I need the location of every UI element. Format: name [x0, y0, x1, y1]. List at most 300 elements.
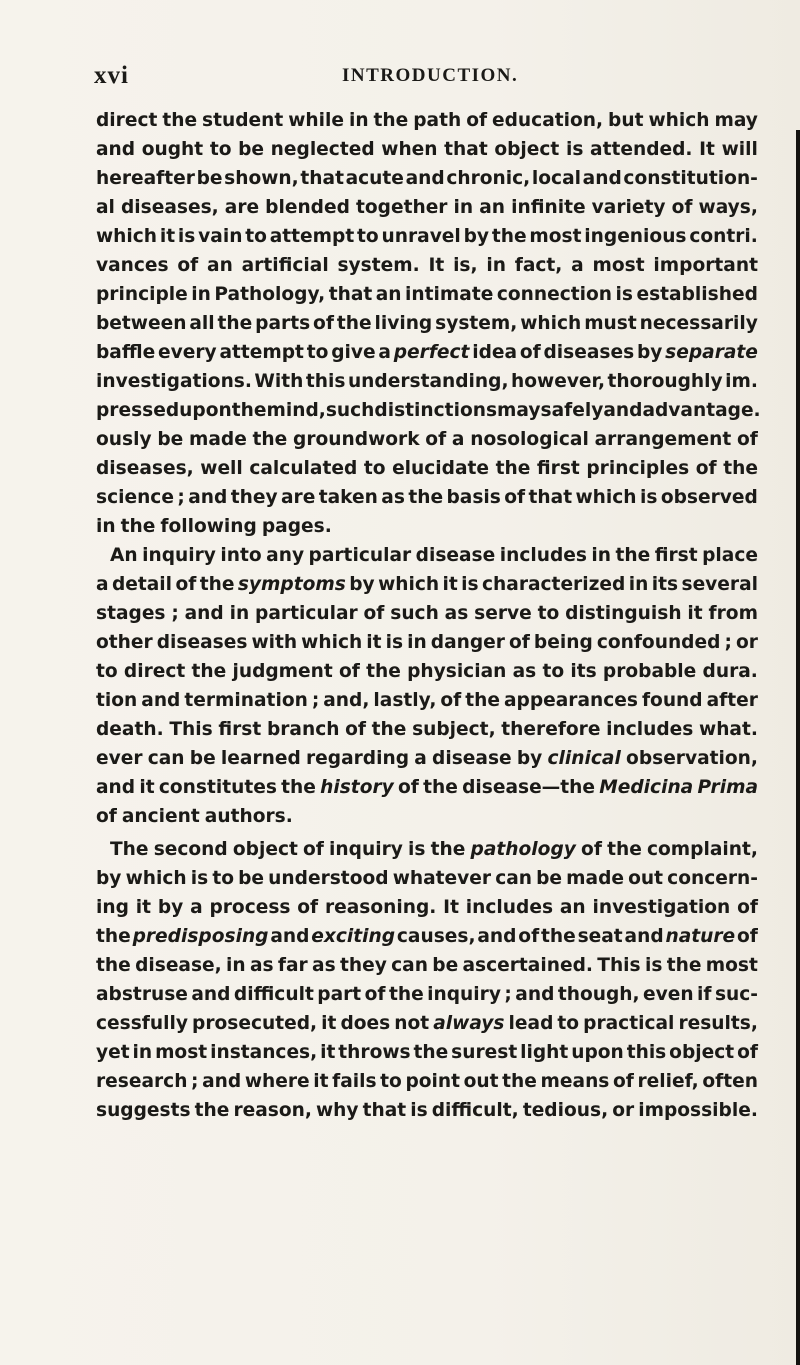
- word: that: [528, 487, 573, 508]
- word: second: [153, 839, 228, 860]
- word: of: [671, 197, 693, 218]
- page-edge-shadow: [796, 130, 800, 1365]
- word: diseases,: [96, 458, 194, 479]
- word: of: [398, 777, 419, 798]
- word: the: [199, 574, 235, 595]
- word: direct: [96, 110, 158, 131]
- word: be: [432, 955, 459, 976]
- word: ;: [724, 632, 732, 653]
- word: causes,: [396, 926, 476, 947]
- word: which: [520, 313, 582, 334]
- text-line: [96, 773, 758, 802]
- word: path: [413, 110, 462, 131]
- word: The: [110, 839, 149, 860]
- word: attended.: [590, 139, 693, 160]
- word: not: [394, 1013, 430, 1034]
- word: physician: [407, 661, 507, 682]
- word: are: [280, 487, 316, 508]
- word: its: [570, 661, 597, 682]
- word: the: [388, 984, 424, 1005]
- word: constitutes: [158, 777, 277, 798]
- word: ingenious: [584, 226, 687, 247]
- word: light: [520, 1042, 569, 1063]
- word: far: [277, 955, 308, 976]
- word: the: [217, 313, 253, 334]
- word: in: [229, 603, 250, 624]
- word: of: [518, 926, 540, 947]
- word: and: [582, 168, 622, 189]
- word: can: [391, 955, 428, 976]
- word: termination: [184, 690, 308, 711]
- word: such: [390, 603, 439, 624]
- word: Pathology,: [214, 284, 326, 305]
- text-line: [96, 193, 758, 222]
- word: and: [191, 984, 231, 1005]
- word: it: [313, 1071, 329, 1092]
- word: groundwork: [293, 429, 420, 450]
- word: an: [207, 255, 233, 276]
- word: must: [584, 313, 637, 334]
- word: local: [531, 168, 581, 189]
- word: is: [615, 284, 633, 305]
- text-line: [96, 222, 758, 251]
- word: surest: [451, 1042, 518, 1063]
- word: the: [491, 226, 527, 247]
- word: disease,: [135, 955, 222, 976]
- word: al: [96, 197, 115, 218]
- word: a: [451, 429, 465, 450]
- word: and,: [323, 690, 370, 711]
- word: hereafter: [96, 168, 195, 189]
- word: most: [529, 226, 582, 247]
- word: the: [541, 926, 576, 947]
- text-line: [96, 454, 758, 483]
- word: will: [721, 139, 758, 160]
- word: the: [408, 487, 444, 508]
- word: an: [375, 284, 402, 305]
- word: if: [697, 984, 712, 1005]
- word: from: [708, 603, 758, 624]
- word: ways,: [698, 197, 758, 218]
- text-line: [96, 541, 758, 570]
- word: authors.: [204, 806, 293, 827]
- word: and: [141, 690, 181, 711]
- word: object: [669, 1042, 735, 1063]
- word: in: [486, 255, 506, 276]
- word: results,: [678, 1013, 758, 1034]
- word: the: [120, 516, 156, 537]
- word: disease: [415, 545, 496, 566]
- word: an: [559, 897, 586, 918]
- word: such: [325, 400, 375, 421]
- word: serve: [474, 603, 532, 624]
- word: often: [702, 1071, 758, 1092]
- word: when: [381, 139, 438, 160]
- word: ascertained.: [462, 955, 593, 976]
- word: suc-: [714, 984, 758, 1005]
- word: ever: [96, 748, 143, 769]
- word: includes: [606, 719, 694, 740]
- word: chronic,: [446, 168, 531, 189]
- word: a: [190, 897, 203, 918]
- word: death.: [96, 719, 164, 740]
- word: concern-: [667, 868, 758, 889]
- word: diseases: [543, 342, 635, 363]
- word: of: [303, 839, 324, 860]
- text-line: [96, 135, 758, 164]
- word: ;: [177, 487, 185, 508]
- word: to: [380, 1071, 402, 1092]
- word: regarding: [305, 748, 410, 769]
- word: of: [425, 429, 447, 450]
- word: by: [157, 897, 184, 918]
- word: they: [230, 487, 278, 508]
- word: of: [504, 487, 526, 508]
- text-line: [96, 1067, 758, 1096]
- word: and: [96, 777, 136, 798]
- word: neglected: [270, 139, 375, 160]
- word: the: [666, 955, 702, 976]
- word: the: [162, 110, 198, 131]
- word: relief,: [637, 1071, 699, 1092]
- word: in: [407, 632, 427, 653]
- word: It: [443, 897, 459, 918]
- text-line: [96, 715, 758, 744]
- word: by: [516, 748, 543, 769]
- word: understanding,: [347, 371, 509, 392]
- word: the: [465, 690, 500, 711]
- word: understood: [268, 868, 389, 889]
- word: out: [463, 1071, 499, 1092]
- word: of: [364, 984, 386, 1005]
- word: inquiry: [142, 545, 216, 566]
- word: of: [177, 255, 199, 276]
- word: diseases: [156, 632, 248, 653]
- word: vain: [198, 226, 243, 247]
- word: to: [537, 603, 560, 624]
- text-line: [96, 922, 758, 951]
- word: is: [639, 487, 658, 508]
- word: and: [184, 603, 224, 624]
- word: by: [96, 868, 122, 889]
- word: in: [226, 955, 246, 976]
- text-line: [96, 599, 758, 628]
- word: learned: [220, 748, 301, 769]
- word: fact,: [514, 255, 563, 276]
- word: it: [159, 226, 176, 247]
- word: being: [533, 632, 593, 653]
- word: safely: [540, 400, 604, 421]
- word: of: [96, 806, 117, 827]
- word: baffle: [96, 342, 156, 363]
- word: be: [238, 868, 265, 889]
- page-header: [94, 58, 734, 94]
- italic-word: nature: [665, 926, 736, 947]
- word: which: [648, 110, 710, 131]
- word: dura.: [702, 661, 758, 682]
- text-line: [96, 483, 758, 512]
- word: important: [653, 255, 758, 276]
- word: point: [405, 1071, 461, 1092]
- word: found: [641, 690, 703, 711]
- running-head: INTRODUCTION.: [342, 65, 519, 86]
- word: particular: [308, 545, 412, 566]
- word: upon: [571, 1042, 624, 1063]
- word: infinite: [511, 197, 586, 218]
- word: tedious,: [522, 1100, 609, 1121]
- italic-word: Prima: [697, 777, 758, 798]
- word: where: [244, 1071, 310, 1092]
- word: distinctions: [374, 400, 498, 421]
- word: to: [245, 226, 267, 247]
- word: by: [463, 226, 490, 247]
- text-line: [96, 686, 758, 715]
- word: most: [155, 1042, 208, 1063]
- word: what.: [699, 719, 758, 740]
- text-line: [96, 512, 758, 541]
- word: the: [371, 719, 407, 740]
- word: ancient: [121, 806, 200, 827]
- word: stages: [96, 603, 166, 624]
- text-line: [96, 1009, 758, 1038]
- word: is: [190, 868, 209, 889]
- word: of: [737, 429, 758, 450]
- word: the: [373, 110, 409, 131]
- text-line: [96, 309, 758, 338]
- word: arrangement: [594, 429, 732, 450]
- italic-word: predisposing: [132, 926, 269, 947]
- word: of: [737, 897, 758, 918]
- word: of: [737, 1042, 758, 1063]
- word: detail: [111, 574, 173, 595]
- word: does: [340, 1013, 391, 1034]
- word: object: [494, 139, 560, 160]
- word: the: [194, 1100, 230, 1121]
- word: artificial: [241, 255, 329, 276]
- word: well: [200, 458, 243, 479]
- word: this: [305, 371, 346, 392]
- text-line: [96, 628, 758, 657]
- word: object: [232, 839, 298, 860]
- word: and: [270, 926, 310, 947]
- word: and: [96, 139, 136, 160]
- word: ;: [311, 690, 320, 711]
- word: is: [461, 574, 479, 595]
- word: With: [254, 371, 304, 392]
- word: any: [266, 545, 305, 566]
- italic-word: Medicina: [599, 777, 694, 798]
- italic-word: pathology: [470, 839, 576, 860]
- word: of: [612, 1071, 634, 1092]
- word: disease—the: [462, 777, 596, 798]
- body-text: [96, 106, 761, 1125]
- word: yet: [96, 1042, 130, 1063]
- text-line: [96, 951, 758, 980]
- word: includes: [499, 545, 587, 566]
- word: of: [339, 661, 360, 682]
- word: basis: [446, 487, 501, 508]
- italic-word: history: [320, 777, 394, 798]
- word: observed: [660, 487, 758, 508]
- word: tion: [96, 690, 138, 711]
- text-line: [96, 367, 758, 396]
- word: and: [515, 984, 555, 1005]
- word: distinguish: [565, 603, 682, 624]
- text-line: [96, 835, 758, 864]
- word: give: [331, 342, 376, 363]
- text-line: [96, 570, 758, 599]
- word: however,: [511, 371, 606, 392]
- word: is: [565, 139, 584, 160]
- word: the: [413, 1042, 449, 1063]
- word: of: [466, 110, 488, 131]
- word: as: [249, 955, 274, 976]
- word: This: [597, 955, 641, 976]
- word: of: [509, 632, 530, 653]
- word: place: [702, 545, 758, 566]
- word: to: [557, 1013, 580, 1034]
- word: its: [651, 574, 679, 595]
- word: the: [231, 400, 267, 421]
- word: is: [385, 632, 404, 653]
- word: that: [362, 1100, 407, 1121]
- word: of: [519, 342, 541, 363]
- text-line: [96, 744, 758, 773]
- word: principle: [96, 284, 188, 305]
- word: of: [175, 574, 197, 595]
- word: the: [423, 777, 458, 798]
- word: it: [135, 897, 151, 918]
- word: as: [312, 955, 336, 976]
- word: to: [306, 342, 329, 363]
- word: but: [608, 110, 644, 131]
- text-line: [96, 893, 758, 922]
- word: can: [147, 748, 185, 769]
- text-line: [96, 425, 758, 454]
- word: a: [96, 574, 109, 595]
- word: ought: [141, 139, 204, 160]
- word: of: [345, 719, 366, 740]
- italic-word: separate: [665, 342, 758, 363]
- word: following: [160, 516, 257, 537]
- word: it: [687, 603, 703, 624]
- word: difficult,: [431, 1100, 519, 1121]
- text-line: [96, 1038, 758, 1067]
- word: fails: [332, 1071, 377, 1092]
- word: research: [96, 1071, 188, 1092]
- word: this: [626, 1042, 667, 1063]
- word: be: [157, 429, 184, 450]
- word: ously: [96, 429, 152, 450]
- word: It: [699, 139, 715, 160]
- word: cessfully: [96, 1013, 188, 1034]
- word: in: [348, 110, 369, 131]
- word: subject,: [412, 719, 496, 740]
- word: in: [132, 1042, 153, 1063]
- word: the: [191, 661, 227, 682]
- word: ing: [96, 897, 129, 918]
- word: which: [301, 632, 363, 653]
- word: the: [336, 313, 372, 334]
- word: first: [654, 545, 698, 566]
- text-line: [96, 164, 758, 193]
- text-line: [96, 980, 758, 1009]
- word: nosological: [470, 429, 589, 450]
- word: an: [479, 197, 506, 218]
- word: a: [571, 255, 584, 276]
- word: of: [737, 926, 758, 947]
- word: investigation: [592, 897, 731, 918]
- word: difficult: [233, 984, 314, 1005]
- word: seat: [577, 926, 623, 947]
- word: the: [615, 545, 651, 566]
- word: therefore: [501, 719, 601, 740]
- word: advantage.: [642, 400, 761, 421]
- word: intimate: [405, 284, 494, 305]
- word: vances: [96, 255, 169, 276]
- word: constitution-: [623, 168, 758, 189]
- word: as: [381, 487, 405, 508]
- word: and: [405, 168, 445, 189]
- word: It: [428, 255, 445, 276]
- word: thoroughly: [607, 371, 723, 392]
- word: the: [281, 777, 316, 798]
- word: science: [96, 487, 174, 508]
- word: though,: [557, 984, 640, 1005]
- word: necessarily: [639, 313, 758, 334]
- word: particular: [255, 603, 358, 624]
- word: that: [300, 168, 344, 189]
- word: attempt: [269, 226, 355, 247]
- word: upon: [179, 400, 232, 421]
- word: be: [536, 868, 563, 889]
- word: most: [705, 955, 758, 976]
- word: it: [442, 574, 458, 595]
- word: abstruse: [96, 984, 188, 1005]
- word: attempt: [219, 342, 304, 363]
- word: idea: [472, 342, 518, 363]
- word: by: [636, 342, 663, 363]
- word: all: [189, 313, 215, 334]
- word: shown,: [224, 168, 299, 189]
- word: means: [540, 1071, 610, 1092]
- word: ;: [191, 1071, 199, 1092]
- word: most: [592, 255, 645, 276]
- word: contri.: [689, 226, 758, 247]
- word: are: [224, 197, 260, 218]
- word: in: [191, 284, 211, 305]
- word: direct: [123, 661, 186, 682]
- word: taken: [318, 487, 378, 508]
- italic-word: symptoms: [237, 574, 346, 595]
- word: pressed: [96, 400, 180, 421]
- italic-word: exciting: [311, 926, 396, 947]
- word: system.: [337, 255, 420, 276]
- text-line: [96, 338, 758, 367]
- word: principles: [586, 458, 690, 479]
- word: elucidate: [392, 458, 490, 479]
- word: that: [328, 284, 373, 305]
- text-line: [96, 1096, 758, 1125]
- word: the: [252, 429, 288, 450]
- text-line: [96, 251, 758, 280]
- word: is: [644, 955, 663, 976]
- word: or: [612, 1100, 635, 1121]
- word: may: [714, 110, 758, 131]
- word: and: [624, 926, 664, 947]
- word: a: [378, 342, 391, 363]
- word: and: [202, 1071, 242, 1092]
